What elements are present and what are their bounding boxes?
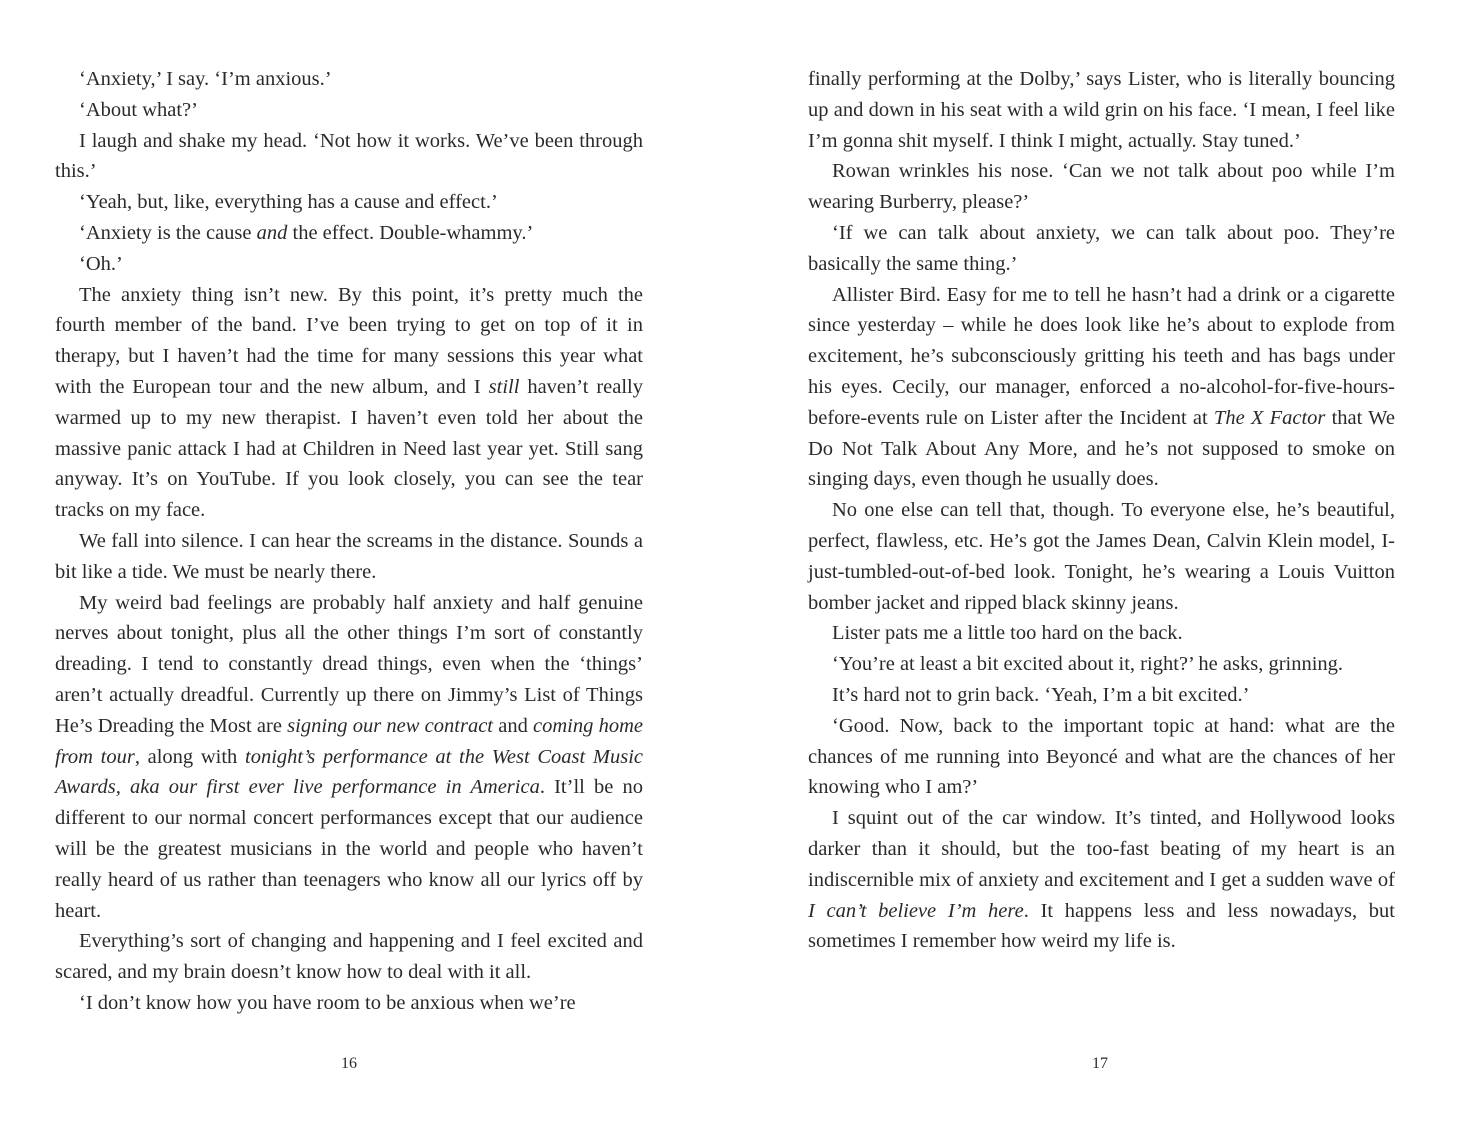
paragraph	[55, 280, 643, 526]
paragraph	[808, 156, 1395, 218]
paragraph	[55, 249, 643, 280]
text-run: ‘Yeah, but, like, everything has a cause and effect.’	[79, 191, 498, 214]
text-run: Allister Bird. Easy for me to tell he hasn’t had a drink or a cigarette since yesterday – while he does look like he’s about to explode from excitement, he’s subconsciously gritting his teeth and has bags under his eyes. Cecily, our manager, enforced a no-alcohol-for-five-hours-before-events rule on Lister after the Incident at	[808, 283, 1395, 429]
italic-text: and	[256, 221, 288, 244]
paragraph	[808, 803, 1395, 957]
text-run: ‘Good. Now, back to the important topic at hand: what are the chances of me running into Beyoncé and what are the chances of her knowing who I am?’	[808, 714, 1395, 799]
italic-text: coming home from tour	[55, 714, 643, 768]
right-page-body	[808, 64, 1395, 957]
paragraph	[55, 187, 643, 218]
paragraph	[808, 618, 1395, 649]
paragraph	[55, 926, 643, 988]
text-run: We fall into silence. I can hear the screams in the distance. Sounds a bit like a tide. We must be nearly there.	[55, 529, 643, 583]
paragraph	[808, 64, 1395, 156]
italic-text: signing our new contract	[287, 714, 493, 737]
text-run: I laugh and shake my head. ‘Not how it works. We’ve been through this.’	[55, 129, 643, 183]
text-run: I squint out of the car window. It’s tinted, and Hollywood looks darker than it should, but the too-fast beating of my heart is an indiscernible mix of anxiety and excitement and I get a sudden wave of	[808, 807, 1395, 891]
text-run: ‘If we can talk about anxiety, we can talk about poo. They’re basically the same thing.’	[808, 221, 1395, 275]
text-run: ‘About what?’	[79, 98, 198, 121]
paragraph	[55, 988, 643, 1019]
left-page-number: 16	[341, 1055, 357, 1072]
text-run: , along with	[134, 745, 245, 768]
text-run: the effect. Double-whammy.’	[287, 221, 534, 244]
paragraph	[55, 64, 643, 95]
paragraph	[808, 680, 1395, 711]
italic-text: I can’t believe I’m here	[808, 899, 1024, 922]
paragraph	[55, 588, 643, 927]
text-run: ‘Anxiety is the cause	[79, 221, 257, 244]
right-page-number: 17	[1092, 1055, 1108, 1072]
text-run: It’s hard not to grin back. ‘Yeah, I’m a bit excited.’	[832, 683, 1250, 706]
text-run: and	[493, 714, 534, 737]
paragraph	[808, 711, 1395, 803]
paragraph	[55, 126, 643, 188]
text-run: haven’t really warmed up to my new therapist. I haven’t even told her about the massive panic attack I had at Children in Need last year yet. Still sang anyway. It’s on YouTube. If you look closely, you can see the tear tracks on my face.	[55, 375, 644, 522]
text-run: No one else can tell that, though. To everyone else, he’s beautiful, perfect, flawless, etc. He’s got the James Dean, Calvin Klein model, I-just-tumbled-out-of-bed look. Tonight, he’s wearing a Louis Vuitton bomber jacket and ripped black skinny jeans.	[808, 499, 1395, 614]
paragraph	[808, 218, 1395, 280]
text-run: . It happens less and less nowadays, but sometimes I remember how weird my life is.	[808, 899, 1395, 953]
text-run: The anxiety thing isn’t new. By this point, it’s pretty much the fourth member of the band. I’ve been trying to get on top of it in therapy, but I haven’t had the time for many sessions this year what with the European tour and the new album, and I	[55, 283, 643, 398]
paragraph	[55, 526, 643, 588]
text-run: Lister pats me a little too hard on the back.	[832, 622, 1183, 645]
text-run: . It’ll be no different to our normal concert performances except that our audience will be the greatest musicians in the world and people who haven’t really heard of us rather than teenagers who know all our lyrics off by heart.	[55, 776, 643, 922]
text-run: ‘Oh.’	[79, 252, 123, 275]
paragraph	[55, 95, 643, 126]
paragraph	[808, 495, 1395, 618]
text-run: ‘You’re at least a bit excited about it, right?’ he asks, grinning.	[832, 653, 1344, 676]
paragraph	[808, 649, 1395, 680]
left-page-body	[55, 64, 643, 1019]
text-run: finally performing at the Dolby,’ says Lister, who is literally bouncing up and down in his seat with a wild grin on his face. ‘I mean, I feel like I’m gonna shit myself. I think I might, actually. Stay tuned.’	[808, 68, 1395, 152]
text-run: ‘I don’t know how you have room to be anxious when we’re	[79, 991, 576, 1014]
text-run: Everything’s sort of changing and happening and I feel excited and scared, and my brain doesn’t know how to deal with it all.	[55, 930, 643, 984]
text-run: that We Do Not Talk About Any More, and he’s not supposed to smoke on singing days, even though he usually does.	[808, 406, 1395, 491]
text-run: My weird bad feelings are probably half anxiety and half genuine nerves about tonight, plus all the other things I’m sort of constantly dreading. I tend to constantly dread things, even when the ‘things’ aren’t actually dreadful. Currently up there on Jimmy’s List of Things He’s Dreading the Most are	[55, 591, 643, 737]
italic-text: tonight’s performance at the West Coast Music Awards, aka our first ever live performance in America	[55, 745, 644, 799]
italic-text: The X Factor	[1213, 406, 1326, 429]
text-run: ‘Anxiety,’ I say. ‘I’m anxious.’	[79, 68, 332, 90]
text-run: Rowan wrinkles his nose. ‘Can we not talk about poo while I’m wearing Burberry, please?’	[808, 160, 1395, 214]
paragraph	[55, 218, 643, 249]
paragraph	[808, 280, 1395, 496]
italic-text: still	[488, 375, 520, 398]
